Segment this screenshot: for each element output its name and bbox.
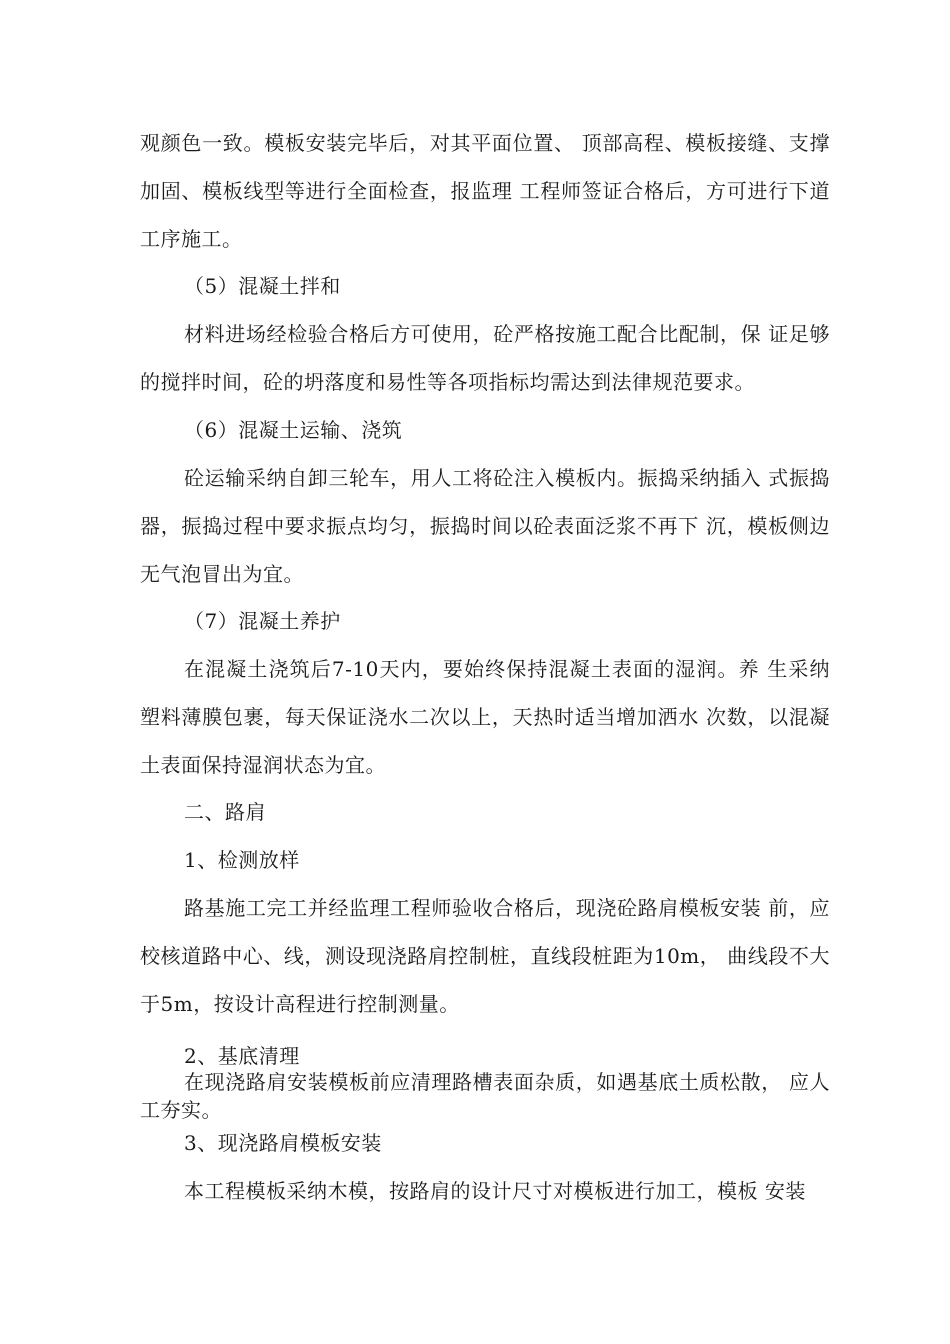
heading-concrete-mixing: （5）混凝土拌和 bbox=[184, 274, 341, 298]
paragraph-base-cleaning: 在现浇路肩安装模板前应清理路槽表面杂质，如遇基底土质松散， 应人工夯实。 bbox=[140, 1070, 830, 1122]
heading-concrete-transport: （6）混凝土运输、浇筑 bbox=[184, 418, 403, 442]
paragraph-concrete-curing: 在混凝土浇筑后7-10天内，要始终保持混凝土表面的湿润。养 生采纳塑料薄膜包裹，每天保证浇水二次以上，天热时适当增加洒水 次数，以混凝土表面保持湿润状态为宜。 bbox=[140, 657, 830, 777]
paragraph-shoulder-formwork: 本工程模板采纳木模，按路肩的设计尺寸对模板进行加工，模板 安装 bbox=[184, 1179, 806, 1203]
paragraph-survey-layout: 路基施工完工并经监理工程师验收合格后，现浇砼路肩模板安装 前，应校核道路中心、线，测设现浇路肩控制桩，直线段桩距为10m， 曲线段不大于5m，按设计高程进行控制测量。 bbox=[140, 896, 830, 1016]
heading-concrete-curing: （7）混凝土养护 bbox=[184, 609, 341, 633]
paragraph-formwork-inspection: 观颜色一致。模板安装完毕后，对其平面位置、 顶部高程、模板接缝、支撑加固、模板线型等进行全面检查，报监理 工程师签证合格后，方可进行下道工序施工。 bbox=[140, 131, 830, 251]
heading-shoulder-formwork: 3、现浇路肩模板安装 bbox=[184, 1131, 382, 1155]
heading-road-shoulder: 二、路肩 bbox=[184, 800, 266, 824]
heading-survey-layout: 1、检测放样 bbox=[184, 848, 300, 872]
heading-base-cleaning: 2、基底清理 bbox=[184, 1044, 300, 1068]
paragraph-concrete-mixing: 材料进场经检验合格后方可使用，砼严格按施工配合比配制，保 证足够的搅拌时间，砼的坍落度和易性等各项指标均需达到法律规范要求。 bbox=[140, 322, 830, 394]
paragraph-concrete-transport: 砼运输采纳自卸三轮车，用人工将砼注入模板内。振捣采纳插入 式振捣器，振捣过程中要求振点均匀，振捣时间以砼表面泛浆不再下 沉，模板侧边无气泡冒出为宜。 bbox=[140, 466, 830, 586]
